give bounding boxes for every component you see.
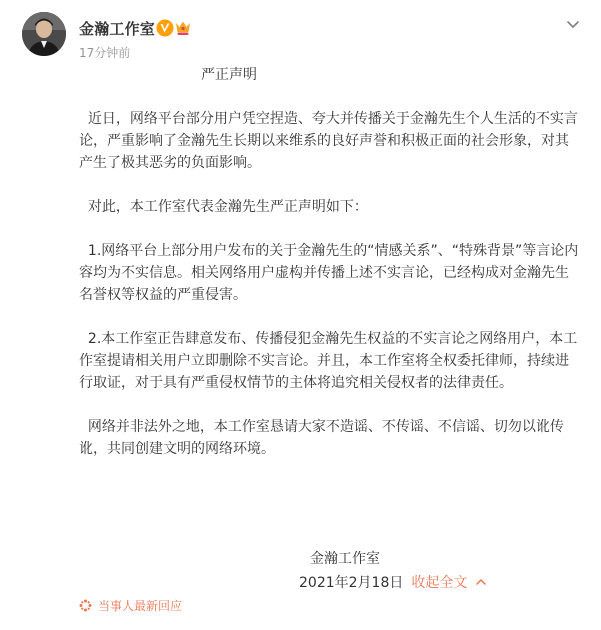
post-timestamp[interactable]: 17分钟前 [79,46,131,60]
statement-paragraph: 网络并非法外之地，本工作室恳请大家不造谣、不传谣、不信谣、切勿以讹传讹，共同创建文明的网络环境。 [79,419,564,457]
statement-paragraph: 2.本工作室正告肆意发布、传播侵犯金瀚先生权益的不实言论之网络用户，本工作室提请相关用户立即删除不实言论。并且，本工作室将全权委托律师，持续进行取证，对于具有严重侵权情节的主体将追究相关侵权者的法律责任。 [79,331,578,391]
chevron-down-icon[interactable] [563,14,583,34]
statement-date: 2021年2月18日 [299,575,404,591]
latest-response-label: 当事人最新回应 [98,599,183,613]
latest-response-link[interactable] [79,597,182,614]
vip-badge-icon [174,20,192,36]
statement-paragraph: 对此，本工作室代表金瀚先生严正声明如下： [79,199,368,215]
statement-paragraph: 近日，网络平台部分用户凭空捏造、夸大并传播关于金瀚先生个人生活的不实言论，严重影响了金瀚先生长期以来维系的良好声誉和积极正面的社会形象，对其产生了极其恶劣的负面影响。 [79,111,578,171]
avatar-image [22,12,66,56]
chevron-up-icon [475,576,487,588]
avatar[interactable] [22,12,66,56]
collapse-label: 收起全文 [411,575,468,591]
sparkle-icon [79,599,92,612]
collapse-button[interactable] [411,572,487,592]
verified-v-icon [156,19,174,37]
statement-signature: 金瀚工作室 [310,551,380,567]
statement-paragraph: 1.网络平台上部分用户发布的关于金瀚先生的“情感关系”、“特殊背景”等言论内容均为不实信息。相关网络用户虚构并传播上述不实言论，已经构成对金瀚先生名誉权等权益的严重侵害。 [79,243,579,303]
post-content [79,64,579,460]
statement-date-line [299,572,487,592]
statement-heading: 严正声明 [201,67,257,83]
author-name[interactable]: 金瀚工作室 [79,20,156,38]
